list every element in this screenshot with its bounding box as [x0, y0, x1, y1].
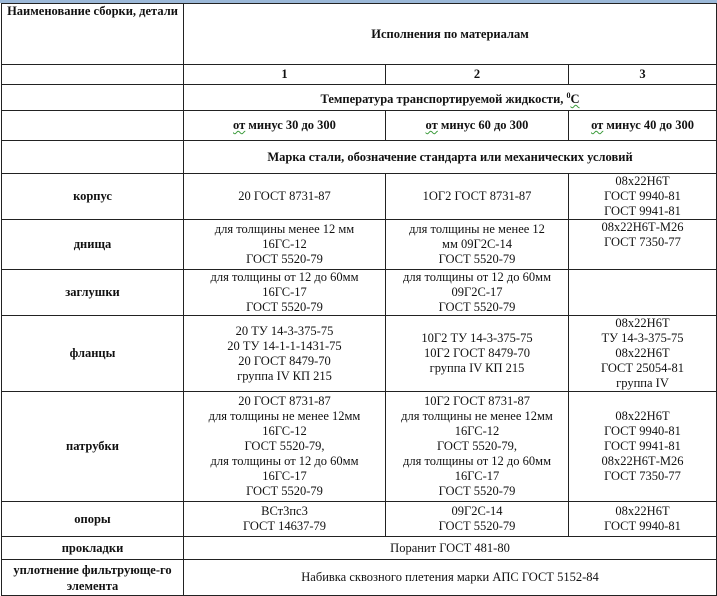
cell-line: 10Г2 ГОСТ 8479-70: [424, 346, 530, 360]
range-3: [569, 111, 717, 141]
part-name: днища: [2, 220, 184, 270]
cell-line: ГОСТ 9941-81: [604, 439, 681, 453]
material-cell-1: [184, 502, 386, 537]
material-value: Поранит ГОСТ 481-80: [184, 537, 717, 560]
cell-line: 08х22Н6Т: [615, 346, 670, 360]
cell-line: ГОСТ 7350-77: [604, 469, 681, 483]
material-cell-3: [569, 174, 717, 220]
table-row: [2, 220, 717, 270]
cell-line: ГОСТ 5520-79: [438, 300, 516, 314]
table-row: [2, 174, 717, 220]
material-cell-3: [569, 392, 717, 502]
table-row: [2, 537, 717, 560]
cell-line: для толщины менее 12 мм: [214, 222, 355, 236]
cell-line: 16ГС-12: [262, 237, 307, 251]
cell-line: ГОСТ 5520-79: [246, 300, 323, 314]
cell-line: 16ГС-12: [454, 424, 500, 438]
cell-line: ГОСТ 25054-81: [600, 361, 685, 375]
cell-line: для толщины от 12 до 60мм: [403, 454, 551, 468]
material-value: Набивка сквозного плетения марки АПС ГОСТ 5152-84: [184, 560, 717, 596]
cell-line: 20 ТУ 14-3-375-75: [235, 323, 334, 338]
part-name: патрубки: [2, 392, 184, 502]
cell-line: для толщины не менее 12мм: [401, 409, 553, 423]
range-prefix: от: [233, 118, 246, 132]
steel-header: Марка стали, обозначение стандарта или механических условий: [184, 141, 717, 174]
table-row: [2, 270, 717, 316]
cell-line: группа IV: [616, 376, 669, 390]
cell-line: для толщины не менее 12мм: [208, 409, 361, 423]
cell-line: 16ГС-12: [262, 424, 307, 438]
column-number-3: 3: [569, 65, 717, 85]
materials-header: Исполнения по материалам: [184, 4, 717, 65]
cell-line: для толщины не менее 12: [409, 222, 545, 236]
material-cell-2: [386, 316, 569, 392]
material-cell-1: [184, 270, 386, 316]
material-cell-1: [184, 220, 386, 270]
cell-line: ГОСТ 14637-79: [242, 519, 327, 533]
table-row: [2, 502, 717, 537]
material-cell-3: [569, 502, 717, 537]
part-name: заглушки: [2, 270, 184, 316]
material-cell-1: [184, 392, 386, 502]
empty-cell: [2, 65, 184, 85]
cell-line: мм 09Г2С-14: [442, 237, 512, 251]
material-cell-2: [386, 270, 569, 316]
cell-line: 10Г2 ТУ 14-3-375-75: [421, 331, 533, 345]
name-column-header: Наименование сборки, детали: [2, 4, 184, 65]
cell-line: ГОСТ 9941-81: [604, 204, 681, 218]
cell-line: ГОСТ 5520-79,: [437, 439, 517, 453]
cell-line: 08х22Н6Т: [615, 174, 670, 188]
cell-line: 08х22Н6Т-М26: [601, 220, 684, 234]
material-cell-1: [184, 316, 386, 392]
cell-line: ГОСТ 5520-79: [438, 484, 516, 498]
steel-header-row: [2, 141, 717, 174]
materials-table: [1, 3, 717, 596]
table-row: [2, 316, 717, 392]
temperature-header: [184, 85, 717, 111]
cell-line: ГОСТ 9940-81: [604, 424, 681, 438]
range-2: [386, 111, 569, 141]
empty-cell: [2, 85, 184, 111]
material-cell-3: [569, 316, 717, 392]
temperature-label: Температура транспортируемой жидкости,: [320, 92, 564, 107]
material-cell-2: [386, 392, 569, 502]
part-name: фланцы: [2, 316, 184, 392]
range-text: минус 40 до 300: [603, 118, 694, 132]
range-1: [184, 111, 386, 141]
cell-line: 08х22Н6Т: [615, 504, 670, 518]
cell-line: 20 ТУ 14-1-1-1431-75: [227, 338, 342, 353]
cell-line: 09Г2С-17: [451, 285, 503, 299]
material-cell-2: [386, 220, 569, 270]
cell-line: 08х22Н6Т-М26: [601, 454, 684, 468]
column-number-1: 1: [184, 65, 386, 85]
cell-line: 16ГС-17: [262, 469, 307, 483]
column-number-2: 2: [386, 65, 569, 85]
part-name: уплотнение фильтрующе-го элемента: [2, 560, 184, 596]
cell-line: 10Г2 ГОСТ 8731-87: [424, 394, 530, 408]
cell-line: 16ГС-17: [454, 469, 500, 483]
cell-line: 08х22Н6Т: [615, 409, 670, 423]
material-cell-3: [569, 220, 717, 270]
cell-line: ГОСТ 9940-81: [604, 519, 681, 533]
part-name: опоры: [2, 502, 184, 537]
cell-line: группа IV КП 215: [237, 368, 332, 383]
header-row: [2, 4, 717, 65]
cell-line: группа IV КП 215: [429, 361, 525, 375]
cell-line: 16ГС-17: [262, 285, 307, 299]
cell-line: ВСт3пс3: [261, 504, 308, 518]
range-text: минус 30 до 300: [245, 118, 336, 132]
cell-line: для толщины от 12 до 60мм: [403, 270, 551, 284]
temperature-degree: 0: [566, 90, 571, 100]
cell-line: 08х22Н6Т: [615, 316, 670, 330]
range-text: минус 60 до 300: [437, 118, 529, 132]
material-cell-2: [386, 174, 569, 220]
cell-line: ТУ 14-3-375-75: [601, 331, 684, 345]
ranges-row: [2, 111, 717, 141]
part-name: прокладки: [2, 537, 184, 560]
cell-line: ГОСТ 5520-79,: [244, 439, 325, 453]
cell-line: ГОСТ 5520-79: [246, 484, 323, 498]
cell-line: 1ОГ2 ГОСТ 8731-87: [422, 189, 532, 203]
cell-line: для толщины от 12 до 60мм: [210, 454, 359, 468]
range-prefix: от: [591, 118, 604, 132]
range-prefix: от: [425, 118, 438, 132]
table-row: [2, 560, 717, 596]
empty-cell: [2, 141, 184, 174]
material-cell-1: [184, 174, 386, 220]
material-cell-3: [569, 270, 717, 316]
cell-line: ГОСТ 5520-79: [246, 252, 323, 266]
part-name: корпус: [2, 174, 184, 220]
temperature-row: [2, 85, 717, 111]
cell-line: ГОСТ 5520-79: [438, 519, 516, 533]
material-cell-2: [386, 502, 569, 537]
empty-cell: [2, 111, 184, 141]
cell-line: 20 ГОСТ 8731-87: [238, 189, 331, 203]
temperature-unit: С: [570, 92, 580, 107]
cell-line: ГОСТ 9940-81: [604, 189, 681, 203]
cell-line: 20 ГОСТ 8731-87: [238, 394, 331, 408]
cell-line: 09Г2С-14: [451, 504, 503, 518]
cell-line: для толщины от 12 до 60мм: [210, 270, 359, 284]
cell-line: ГОСТ 5520-79: [438, 252, 516, 266]
cell-line: 20 ГОСТ 8479-70: [238, 353, 331, 368]
table-row: [2, 392, 717, 502]
cell-line: ГОСТ 7350-77: [604, 235, 681, 249]
column-numbers-row: [2, 65, 717, 85]
